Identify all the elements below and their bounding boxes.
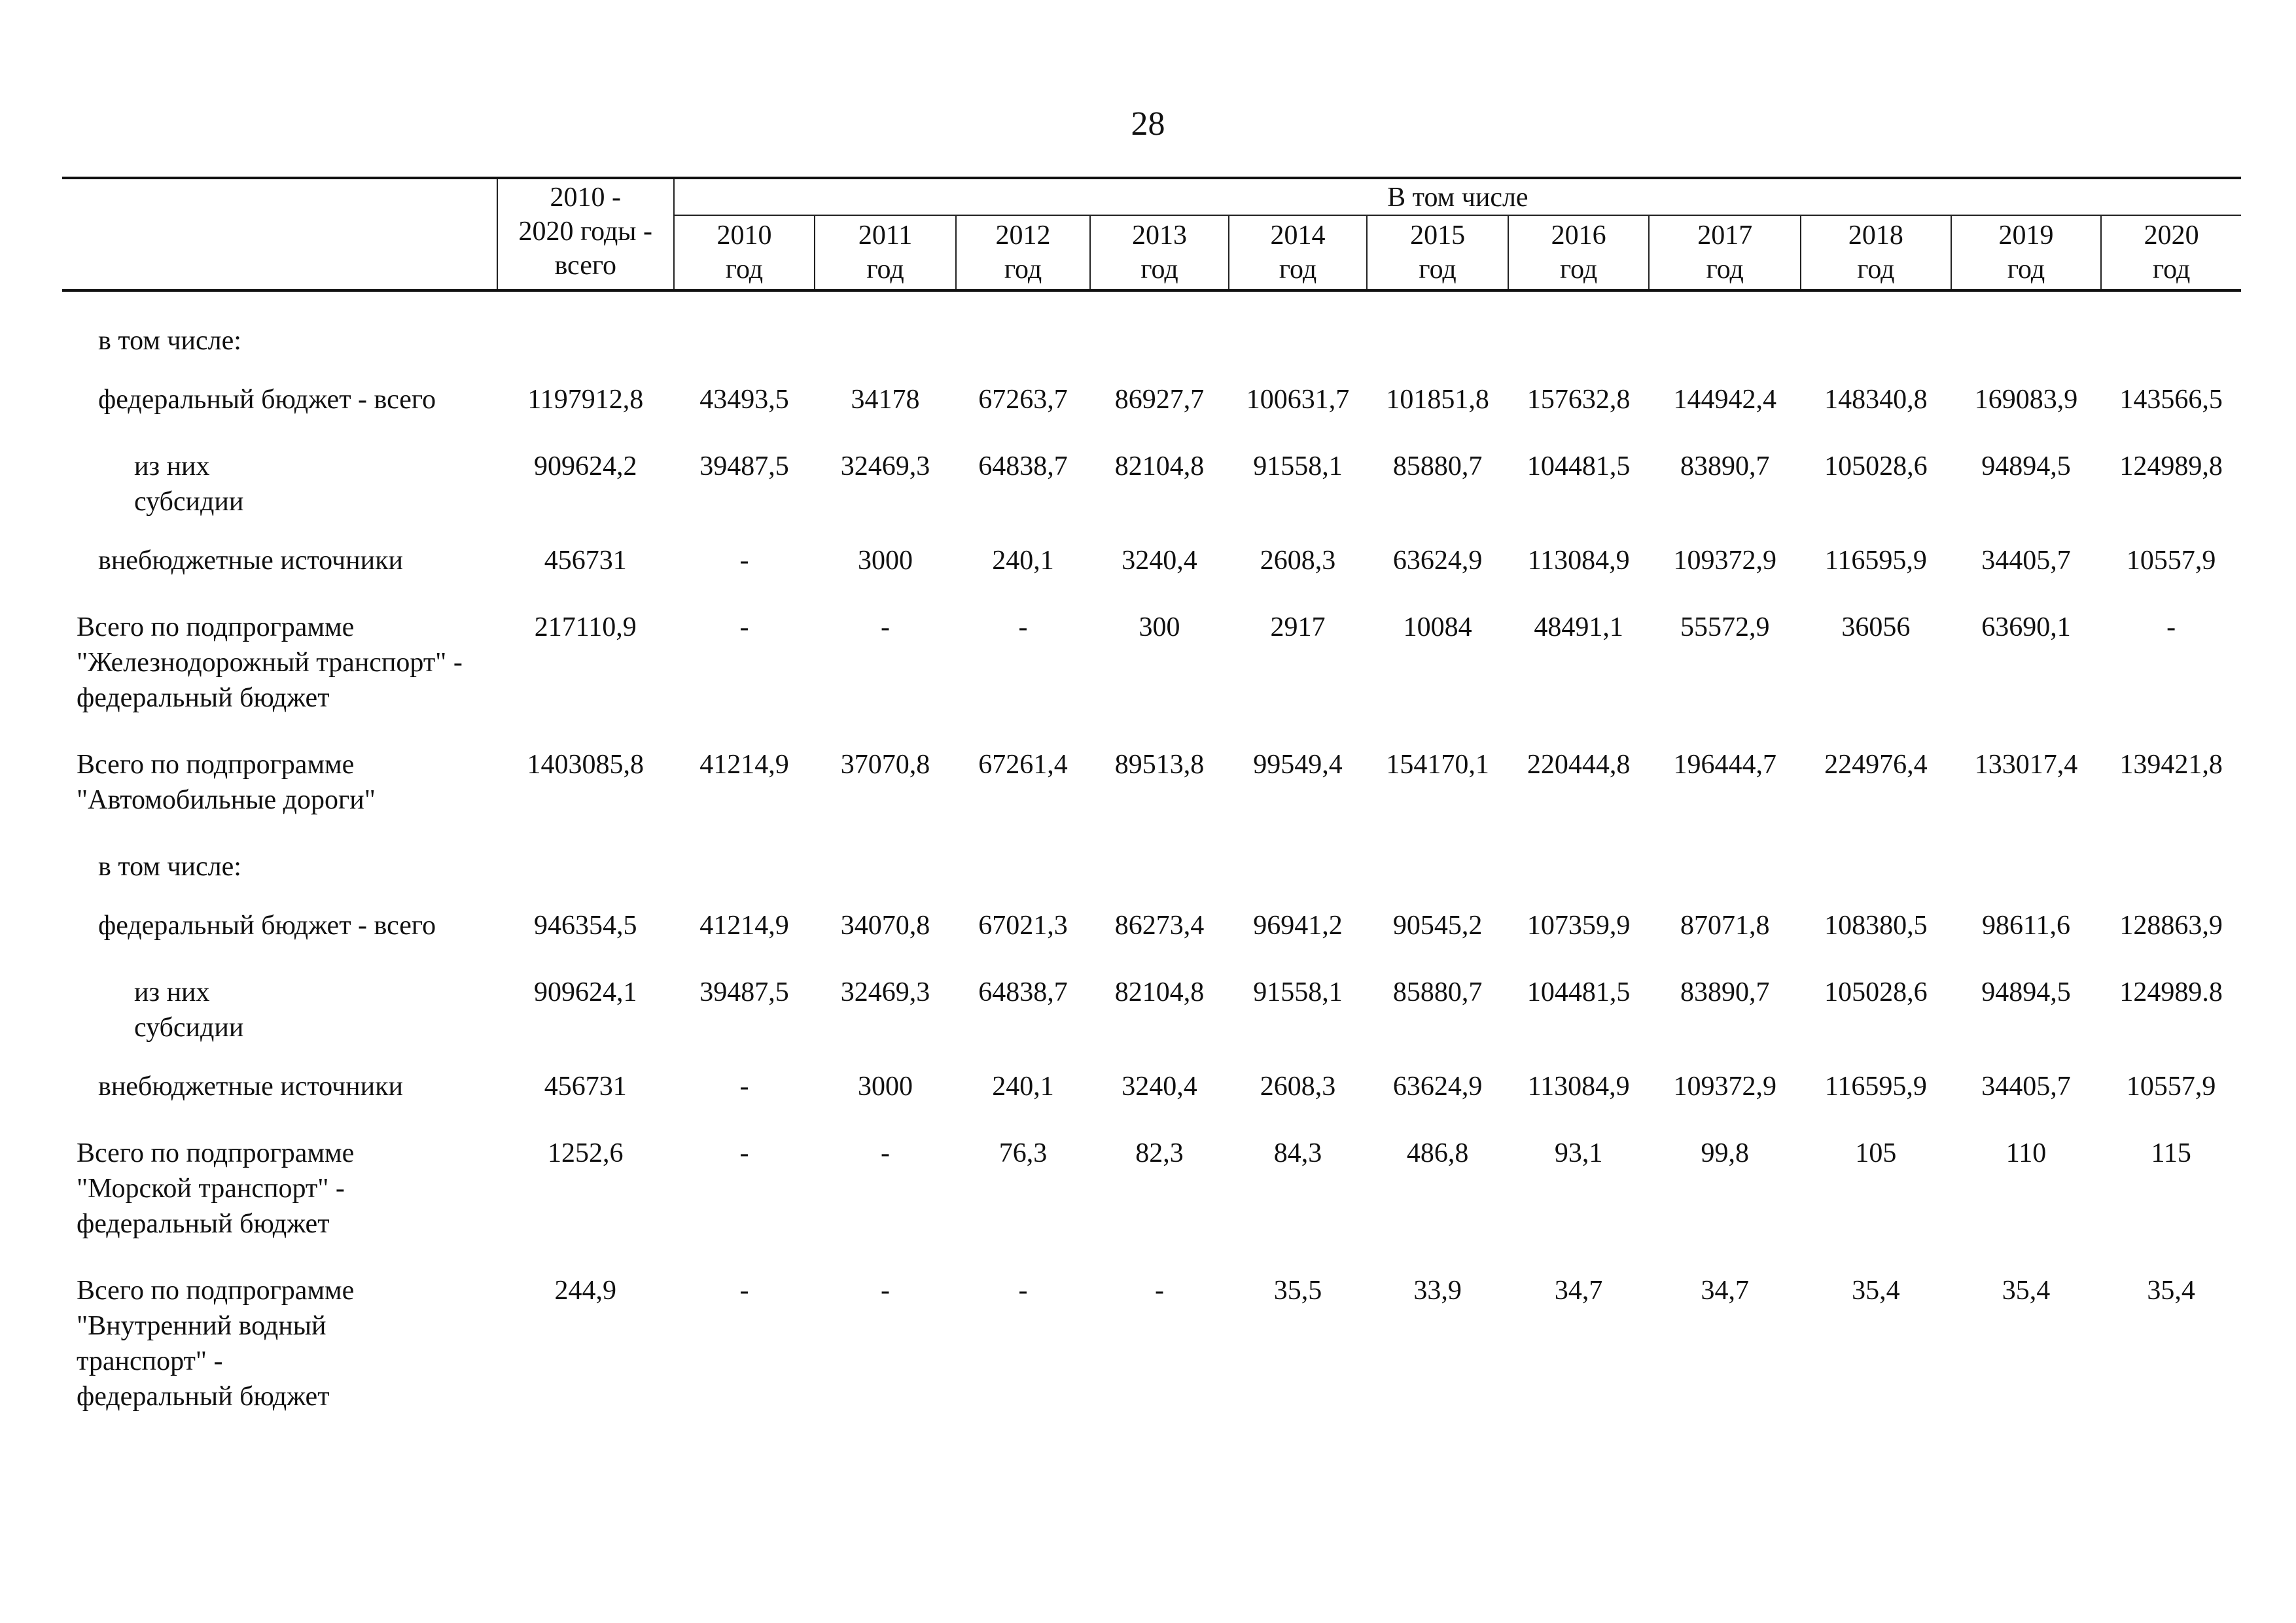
year-value-cell: 82104,8: [1114, 451, 1205, 481]
year-value-cell: 101851,8: [1386, 385, 1489, 415]
year-value-cell: 10557,9: [2126, 546, 2216, 576]
year-value-cell: -: [739, 612, 749, 642]
table-row: [62, 1045, 2241, 1104]
page-number: 28: [1131, 105, 1165, 143]
header-year-value: 2020: [2144, 220, 2199, 251]
row-filler: [497, 290, 2241, 358]
row-label: [62, 417, 497, 519]
header-including: В том числе: [674, 178, 2241, 215]
table-row: [62, 417, 2241, 519]
year-value-cell: 486,8: [1406, 1138, 1469, 1168]
year-value-cell: 83890,7: [1680, 451, 1770, 481]
year-value-cell: 220444,8: [1527, 750, 1631, 780]
row-label: [62, 818, 497, 884]
row-label-line: "Внутренний водный: [77, 1311, 327, 1341]
year-value-cell: 105: [1855, 1138, 1897, 1168]
year-value-cell: 41214,9: [699, 911, 789, 941]
header-total-line: всего: [554, 251, 617, 281]
row-label-line: внебюджетные источники: [98, 1072, 404, 1102]
year-value-cell: 148340,8: [1824, 385, 1928, 415]
header-year-unit: год: [1140, 254, 1178, 285]
year-value-cell: 63624,9: [1392, 1072, 1483, 1102]
year-value-cell: 105028,6: [1824, 451, 1928, 481]
table-row: [62, 519, 2241, 578]
row-label: [62, 1104, 497, 1242]
year-value-cell: 110: [2005, 1138, 2047, 1168]
header-year-2019: [1951, 215, 2102, 290]
year-value-cell: 109372,9: [1673, 546, 1776, 576]
row-label-line: субсидии: [134, 487, 244, 517]
row-label-line: транспорт" -: [77, 1346, 223, 1376]
header-year-unit: год: [2007, 254, 2045, 285]
year-value-cell: 300: [1139, 612, 1180, 642]
year-value-cell: 85880,7: [1392, 977, 1483, 1007]
year-value-cell: 64838,7: [978, 977, 1068, 1007]
header-year-2014: [1229, 215, 1368, 290]
year-value-cell: 36056: [1841, 612, 1911, 642]
year-value-cell: 34405,7: [1981, 1072, 2071, 1102]
header-year-value: 2015: [1410, 220, 1466, 251]
year-value-cell: 2608,3: [1260, 1072, 1336, 1102]
year-value-cell: 35,4: [1852, 1276, 1900, 1306]
header-label-cell: [62, 178, 497, 290]
year-value-cell: 104481,5: [1527, 977, 1631, 1007]
year-value-cell: 10557,9: [2126, 1072, 2216, 1102]
year-value-cell: 76,3: [998, 1138, 1048, 1168]
year-value-cell: 133017,4: [1974, 750, 2078, 780]
row-total-cell: 244,9: [554, 1276, 616, 1306]
year-value-cell: 93,1: [1554, 1138, 1603, 1168]
year-value-cell: 113084,9: [1527, 546, 1630, 576]
year-value-cell: 157632,8: [1527, 385, 1631, 415]
row-label-line: Всего по подпрограмме: [77, 612, 355, 642]
row-total-cell: 946354,5: [534, 911, 637, 941]
table-row: [62, 578, 2241, 716]
row-label: [62, 358, 497, 417]
row-total-cell: 909624,1: [534, 977, 637, 1007]
row-total-cell: 1197912,8: [527, 385, 644, 415]
row-total-cell: 1252,6: [548, 1138, 624, 1168]
header-year-value: 2013: [1132, 220, 1188, 251]
year-value-cell: 67021,3: [978, 911, 1068, 941]
header-year-value: 2019: [1998, 220, 2054, 251]
year-value-cell: 196444,7: [1673, 750, 1776, 780]
row-total-cell: 1403085,8: [527, 750, 644, 780]
year-value-cell: 83890,7: [1680, 977, 1770, 1007]
year-value-cell: 128863,9: [2119, 911, 2223, 941]
year-value-cell: 91558,1: [1253, 977, 1343, 1007]
year-value-cell: 35,4: [2147, 1276, 2195, 1306]
year-value-cell: 154170,1: [1386, 750, 1489, 780]
row-label-line: федеральный бюджет: [77, 683, 330, 713]
year-value-cell: 63690,1: [1981, 612, 2071, 642]
year-value-cell: 115: [2151, 1138, 2191, 1168]
year-value-cell: -: [881, 612, 891, 642]
row-label-line: в том числе:: [98, 326, 241, 356]
year-value-cell: 39487,5: [699, 451, 789, 481]
table-row: [62, 716, 2241, 818]
year-value-cell: -: [1155, 1276, 1165, 1306]
year-value-cell: 33,9: [1413, 1276, 1462, 1306]
year-value-cell: 89513,8: [1114, 750, 1205, 780]
row-label: [62, 716, 497, 818]
year-value-cell: 67261,4: [978, 750, 1068, 780]
year-value-cell: 34070,8: [840, 911, 930, 941]
year-value-cell: -: [881, 1138, 891, 1168]
header-total-line: 2010 -: [550, 183, 621, 213]
header-year-2017: [1649, 215, 1801, 290]
year-value-cell: 109372,9: [1673, 1072, 1776, 1102]
row-label-line: "Автомобильные дороги": [77, 785, 376, 815]
year-value-cell: 3000: [858, 546, 913, 576]
section-label-row: [62, 818, 2241, 884]
row-label-line: федеральный бюджет: [77, 1209, 330, 1239]
header-year-unit: год: [2153, 254, 2191, 285]
year-value-cell: 94894,5: [1981, 977, 2071, 1007]
year-value-cell: 143566,5: [2119, 385, 2223, 415]
row-total-cell: 909624,2: [534, 451, 637, 481]
year-value-cell: -: [739, 1138, 749, 1168]
row-total-cell: 456731: [544, 546, 627, 576]
year-value-cell: 108380,5: [1824, 911, 1928, 941]
year-value-cell: 34,7: [1554, 1276, 1603, 1306]
year-value-cell: 99,8: [1701, 1138, 1749, 1168]
row-label-line: федеральный бюджет - всего: [98, 911, 436, 941]
header-year-unit: год: [1004, 254, 1042, 285]
year-value-cell: 99549,4: [1253, 750, 1343, 780]
year-value-cell: -: [2166, 612, 2176, 642]
header-total-line: 2020 годы -: [518, 217, 653, 247]
header-year-2013: [1090, 215, 1229, 290]
header-year-value: 2010: [716, 220, 772, 251]
header-year-value: 2014: [1270, 220, 1326, 251]
year-value-cell: 39487,5: [699, 977, 789, 1007]
header-year-2010: [674, 215, 815, 290]
year-value-cell: 41214,9: [699, 750, 789, 780]
year-value-cell: 90545,2: [1392, 911, 1483, 941]
year-value-cell: 100631,7: [1246, 385, 1350, 415]
table-row: [62, 1104, 2241, 1242]
header-year-unit: год: [725, 254, 764, 285]
table-row: [62, 943, 2241, 1045]
header-year-2018: [1801, 215, 1951, 290]
header-year-2020: [2101, 215, 2241, 290]
year-value-cell: 124989,8: [2119, 451, 2223, 481]
header-total: [497, 178, 674, 290]
year-value-cell: 2917: [1270, 612, 1326, 642]
row-label-line: "Морской транспорт" -: [77, 1174, 345, 1204]
year-value-cell: -: [1018, 612, 1028, 642]
header-year-unit: год: [1279, 254, 1317, 285]
year-value-cell: 116595,9: [1824, 1072, 1927, 1102]
year-value-cell: 124989.8: [2119, 977, 2223, 1007]
year-value-cell: 10084: [1403, 612, 1472, 642]
year-value-cell: 94894,5: [1981, 451, 2071, 481]
year-value-cell: 87071,8: [1680, 911, 1770, 941]
table-row: [62, 884, 2241, 943]
year-value-cell: 35,5: [1273, 1276, 1322, 1306]
row-filler: [497, 818, 2241, 884]
year-value-cell: 82104,8: [1114, 977, 1205, 1007]
row-label-line: Всего по подпрограмме: [77, 750, 355, 780]
header-year-value: 2016: [1551, 220, 1606, 251]
year-value-cell: 240,1: [992, 1072, 1054, 1102]
header-year-unit: год: [1559, 254, 1598, 285]
row-label-line: из них: [134, 977, 210, 1007]
year-value-cell: 67263,7: [978, 385, 1068, 415]
year-value-cell: 32469,3: [840, 977, 930, 1007]
year-value-cell: 3240,4: [1122, 546, 1197, 576]
header-year-value: 2011: [858, 220, 913, 251]
header-year-value: 2017: [1697, 220, 1753, 251]
year-value-cell: -: [1018, 1276, 1028, 1306]
year-value-cell: 98611,6: [1982, 911, 2070, 941]
year-value-cell: 64838,7: [978, 451, 1068, 481]
table-row: [62, 1242, 2241, 1414]
row-label-line: внебюджетные источники: [98, 546, 404, 576]
row-label-line: из них: [134, 451, 210, 481]
year-value-cell: 240,1: [992, 546, 1054, 576]
row-label-line: в том числе:: [98, 852, 241, 882]
year-value-cell: 43493,5: [699, 385, 789, 415]
year-value-cell: 34,7: [1701, 1276, 1749, 1306]
year-value-cell: 116595,9: [1824, 546, 1927, 576]
header-year-unit: год: [866, 254, 904, 285]
year-value-cell: 2608,3: [1260, 546, 1336, 576]
row-label: [62, 943, 497, 1045]
year-value-cell: 3000: [858, 1072, 913, 1102]
year-value-cell: 139421,8: [2119, 750, 2223, 780]
year-value-cell: 86927,7: [1114, 385, 1205, 415]
year-value-cell: 169083,9: [1974, 385, 2078, 415]
year-value-cell: 91558,1: [1253, 451, 1343, 481]
year-value-cell: -: [881, 1276, 891, 1306]
row-label: [62, 290, 497, 358]
year-value-cell: 34405,7: [1981, 546, 2071, 576]
header-year-2011: [815, 215, 956, 290]
header-year-value: 2018: [1848, 220, 1903, 251]
row-label: [62, 1045, 497, 1104]
year-value-cell: 34178: [851, 385, 920, 415]
table-row: [62, 358, 2241, 417]
row-label: [62, 578, 497, 716]
header-year-2016: [1508, 215, 1650, 290]
year-value-cell: 85880,7: [1392, 451, 1483, 481]
year-value-cell: 48491,1: [1534, 612, 1623, 642]
year-value-cell: -: [739, 546, 749, 576]
row-label-line: субсидии: [134, 1013, 244, 1043]
year-value-cell: 32469,3: [840, 451, 930, 481]
year-value-cell: 82,3: [1135, 1138, 1184, 1168]
row-label: [62, 1242, 497, 1414]
row-label-line: "Железнодорожный транспорт" -: [77, 648, 463, 678]
budget-table: [62, 177, 2241, 1414]
year-value-cell: 144942,4: [1673, 385, 1776, 415]
header-year-unit: год: [1419, 254, 1457, 285]
header-year-unit: год: [1857, 254, 1895, 285]
year-value-cell: -: [739, 1072, 749, 1102]
year-value-cell: -: [739, 1276, 749, 1306]
row-label-line: федеральный бюджет - всего: [98, 385, 436, 415]
header-year-unit: год: [1706, 254, 1744, 285]
year-value-cell: 37070,8: [840, 750, 930, 780]
row-label-line: федеральный бюджет: [77, 1382, 330, 1412]
section-label-row: [62, 290, 2241, 358]
year-value-cell: 86273,4: [1114, 911, 1205, 941]
row-total-cell: 456731: [544, 1072, 627, 1102]
year-value-cell: 104481,5: [1527, 451, 1631, 481]
header-year-value: 2012: [995, 220, 1051, 251]
year-value-cell: 96941,2: [1253, 911, 1343, 941]
year-value-cell: 35,4: [2002, 1276, 2051, 1306]
year-value-cell: 107359,9: [1527, 911, 1631, 941]
row-label: [62, 884, 497, 943]
year-value-cell: 105028,6: [1824, 977, 1928, 1007]
year-value-cell: 84,3: [1273, 1138, 1322, 1168]
year-value-cell: 55572,9: [1680, 612, 1770, 642]
year-value-cell: 3240,4: [1122, 1072, 1197, 1102]
header-year-2015: [1367, 215, 1508, 290]
row-label-line: Всего по подпрограмме: [77, 1276, 355, 1306]
year-value-cell: 224976,4: [1824, 750, 1928, 780]
row-label-line: Всего по подпрограмме: [77, 1138, 355, 1168]
row-label: [62, 519, 497, 578]
header-year-2012: [956, 215, 1090, 290]
row-total-cell: 217110,9: [534, 612, 637, 642]
year-value-cell: 113084,9: [1527, 1072, 1630, 1102]
year-value-cell: 63624,9: [1392, 546, 1483, 576]
